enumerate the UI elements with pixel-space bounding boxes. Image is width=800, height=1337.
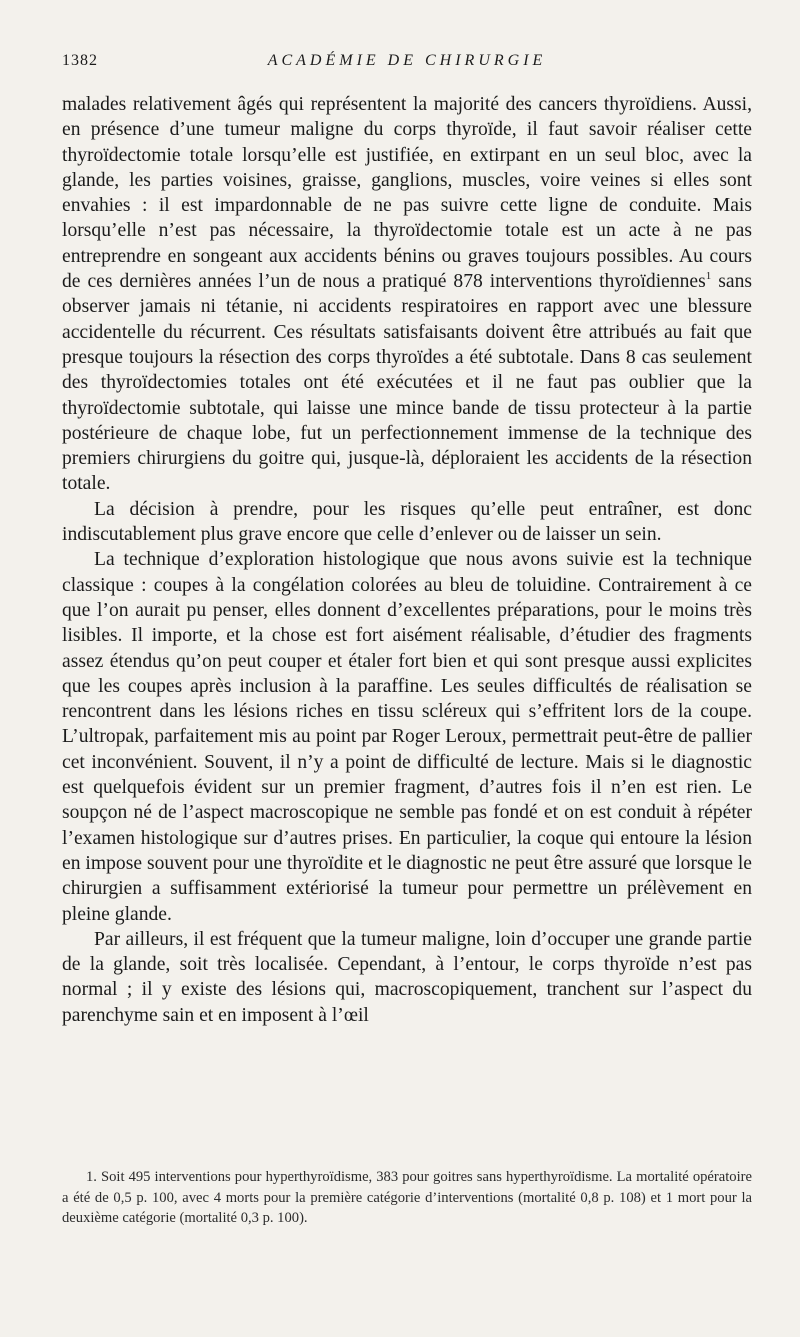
- page-number: 1382: [62, 52, 98, 69]
- paragraph-1: [62, 92, 752, 497]
- paragraph-2: La décision à prendre, pour les risques qu’elle peut entraîner, est donc indiscutablement plus grave encore que celle d’enlever ou de laisser un sein.: [62, 498, 752, 546]
- footnotes: [62, 1167, 752, 1229]
- running-title: ACADÉMIE DE CHIRURGIE: [267, 52, 547, 69]
- page-header: [62, 52, 752, 76]
- paragraph-3: La technique d’exploration histologique que nous avons suivie est la technique classique : coupes à la congélation colorées au bleu de toluidine. Contrairement à ce que l’on aurait pu penser, elles donnent d’excellentes préparations, pour le moins très lisibles. Il importe, et la chose est fort aisément réalisable, d’étudier des fragments assez étendus qu’on peut couper et étaler fort bien et qui sont presque aussi explicites que les coupes après inclusion à la paraffine. Les seules difficultés de réalisation se rencontrent dans les lésions riches en tissu scléreux qui s’effritent lors de la coupe. L’ultropak, parfaitement mis au point par Roger Leroux, permettrait peut-être de pallier cet inconvénient. Souvent, il n’y a point de difficulté de lecture. Mais si le diagnostic est quelquefois évident sur un premier fragment, d’autres fois il n’en est rien. Le soupçon né de l’aspect macroscopique ne semble pas fondé et on est conduit à répéter l’examen histologique sur d’autres prises. En particulier, la coque qui entoure la lésion en impose souvent pour une thyroïdite et le diagnostic ne peut être assuré que lorsque le chirurgien a suffisamment extériorisé la tumeur pour permettre un prélèvement en pleine glande.: [62, 549, 752, 925]
- footnote-reference: 1: [705, 270, 712, 283]
- footnote-1: 1. Soit 495 interventions pour hyperthyroïdisme, 383 pour goitres sans hyperthyroïdisme. La mortalité opératoire a été de 0,5 p. 100, avec 4 morts pour la première catégorie d’interventions (mortalité 0,8 p. 108) et 1 mort pour la deuxième catégorie (mortalité 0,3 p. 100).: [62, 1169, 752, 1226]
- paragraph-4: Par ailleurs, il est fréquent que la tumeur maligne, loin d’occuper une grande partie de la glande, soit très localisée. Cependant, à l’entour, le corps thyroïde n’est pas normal ; il y existe des lésions qui, macroscopiquement, tranchent sur l’aspect du parenchyme sain et en imposent à l’œil: [62, 928, 752, 1026]
- body-text: [62, 92, 752, 1028]
- paragraph-1-text-a: malades relativement âgés qui représentent la majorité des cancers thyroïdiens. Aussi, en présence d’une tumeur maligne du corps thyroïde, il faut savoir réaliser cette thyroïdectomie totale lorsqu’elle est justifiée, en extirpant en un seul bloc, avec la glande, les parties voisines, graisse, ganglions, muscles, voire veines si elles sont envahies : il est impardonnable de ne pas suivre cette ligne de conduite. Mais lorsqu’elle n’est pas nécessaire, la thyroïdectomie totale est un acte à ne pas entreprendre en songeant aux accidents bénins ou graves toujours possibles. Au cours de ces dernières années l’un de nous a pratiqué 878 interventions thyroïdiennes: [62, 94, 752, 293]
- paragraph-1-text-b: sans observer jamais ni tétanie, ni accidents respiratoires en rapport avec une blessure accidentelle du récurrent. Ces résultats satisfaisants doivent être attribués au fait que presque toujours la résection des corps thyroïdes a été subtotale. Dans 8 cas seulement des thyroïdectomies totales ont été exécutées et il ne faut pas oublier que la thyroïdectomie subtotale, qui laisse une mince bande de tissu protecteur à la partie postérieure de chaque lobe, fut un perfectionnement immense de la technique des premiers chirurgiens du goitre qui, jusque-là, déploraient les accidents de la résection totale.: [62, 271, 752, 495]
